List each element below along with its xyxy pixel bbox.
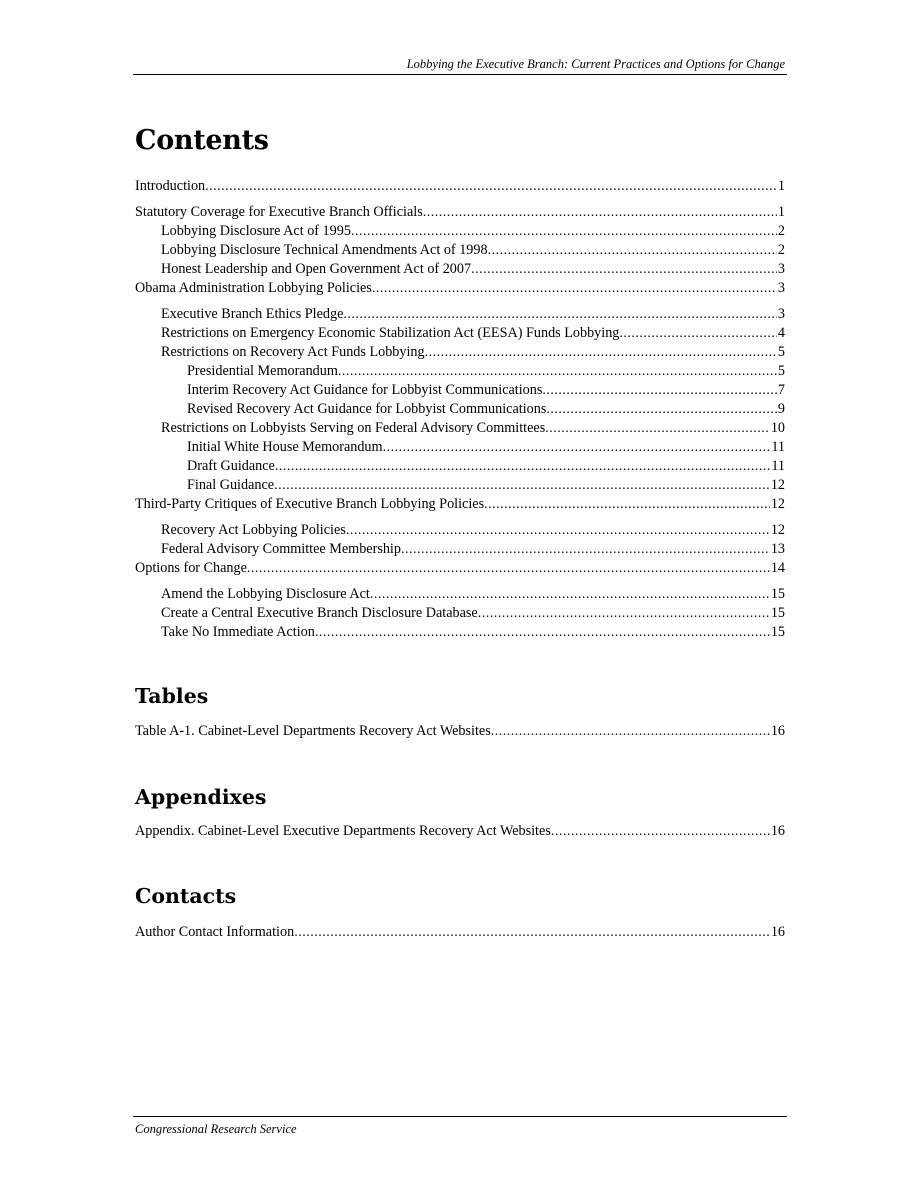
toc-entry-lda-amendments-1998[interactable]	[135, 241, 785, 260]
toc-entry-label: Restrictions on Emergency Economic Stabilization Act (EESA) Funds Lobbying	[161, 325, 620, 341]
toc-entry-label: Obama Administration Lobbying Policies	[135, 280, 372, 296]
dot-leader	[478, 604, 770, 623]
toc-entry-white-house-memo[interactable]	[135, 438, 785, 457]
dot-leader	[551, 822, 770, 841]
toc-entry-page: 5	[777, 363, 785, 379]
dot-leader	[315, 623, 770, 642]
toc-entry-page: 12	[770, 477, 785, 493]
running-header-title: Lobbying the Executive Branch: Current Practices and Options for Change	[406, 57, 785, 71]
toc-entry-hloga-2007[interactable]	[135, 260, 785, 279]
dot-leader	[423, 203, 777, 222]
toc-entry-no-action[interactable]	[135, 623, 785, 642]
toc-entry-label: Third-Party Critiques of Executive Branch Lobbying Policies	[135, 496, 485, 512]
dot-leader	[488, 241, 777, 260]
toc-entry-page: 16	[770, 823, 785, 839]
dot-leader	[471, 260, 777, 279]
toc-entry-label: Amend the Lobbying Disclosure Act	[161, 586, 370, 602]
dot-leader	[546, 400, 777, 419]
toc-entry-label: Recovery Act Lobbying Policies	[161, 522, 346, 538]
dot-leader	[370, 585, 770, 604]
toc-entry-presidential-memorandum[interactable]	[135, 362, 785, 381]
toc-entry-page: 12	[770, 522, 785, 538]
table-of-contents	[135, 177, 785, 642]
dot-leader	[294, 923, 770, 942]
toc-entry-label: Appendix. Cabinet-Level Executive Departments Recovery Act Websites	[135, 823, 551, 839]
toc-entry-label: Final Guidance	[187, 477, 275, 493]
toc-entry-recovery-act-lobbying[interactable]	[135, 521, 785, 540]
toc-entry-label: Initial White House Memorandum	[187, 439, 383, 455]
toc-entry-central-database[interactable]	[135, 604, 785, 623]
toc-entry-page: 2	[777, 223, 785, 239]
toc-entry-statutory-coverage[interactable]	[135, 203, 785, 222]
toc-entry-label: Draft Guidance	[187, 458, 275, 474]
toc-entry-lda-1995[interactable]	[135, 222, 785, 241]
tables-heading: Tables	[135, 684, 209, 708]
toc-entry-label: Presidential Memorandum	[187, 363, 338, 379]
toc-entry-obama-policies[interactable]	[135, 279, 785, 298]
contents-title: Contents	[135, 125, 269, 156]
toc-entry-page: 9	[777, 401, 785, 417]
dot-leader	[545, 419, 770, 438]
dot-leader	[205, 177, 777, 196]
toc-entry-author-contact[interactable]	[135, 923, 785, 942]
toc-entry-page: 11	[771, 458, 785, 474]
toc-entry-label: Lobbying Disclosure Act of 1995	[161, 223, 351, 239]
toc-entry-label: Statutory Coverage for Executive Branch Officials	[135, 204, 423, 220]
toc-entry-third-party-critiques[interactable]	[135, 495, 785, 514]
toc-entry-label: Executive Branch Ethics Pledge	[161, 306, 344, 322]
dot-leader	[372, 279, 777, 298]
toc-entry-page: 11	[771, 439, 785, 455]
toc-entry-ethics-pledge[interactable]	[135, 305, 785, 324]
toc-entry-page: 4	[777, 325, 785, 341]
toc-entry-recovery-act-restrictions[interactable]	[135, 343, 785, 362]
toc-entry-label: Options for Change	[135, 560, 247, 576]
toc-entry-label: Interim Recovery Act Guidance for Lobbyist Communications	[187, 382, 543, 398]
toc-entry-advisory-committees[interactable]	[135, 419, 785, 438]
toc-entry-page: 16	[770, 924, 785, 940]
toc-entry-page: 3	[777, 261, 785, 277]
toc-entry-page: 15	[770, 624, 785, 640]
toc-entry-label: Author Contact Information	[135, 924, 295, 940]
toc-entry-fac-membership[interactable]	[135, 540, 785, 559]
dot-leader	[351, 222, 777, 241]
tables-list	[135, 722, 785, 741]
toc-entry-page: 3	[777, 280, 785, 296]
dot-leader	[343, 305, 776, 324]
dot-leader	[491, 722, 770, 741]
dot-leader	[338, 362, 777, 381]
dot-leader	[274, 476, 770, 495]
appendixes-heading: Appendixes	[135, 785, 267, 809]
toc-entry-options-for-change[interactable]	[135, 559, 785, 578]
dot-leader	[247, 559, 770, 578]
toc-entry-page: 15	[770, 605, 785, 621]
toc-entry-introduction[interactable]	[135, 177, 785, 196]
toc-entry-page: 14	[770, 560, 785, 576]
appendixes-list	[135, 822, 785, 841]
dot-leader	[542, 381, 777, 400]
dot-leader	[425, 343, 777, 362]
dot-leader	[275, 457, 770, 476]
toc-entry-label: Honest Leadership and Open Government Act of 2007	[161, 261, 472, 277]
toc-entry-eesa-restrictions[interactable]	[135, 324, 785, 343]
footer-organization: Congressional Research Service	[135, 1122, 297, 1136]
toc-entry-label: Create a Central Executive Branch Disclosure Database	[161, 605, 478, 621]
dot-leader	[383, 438, 771, 457]
toc-entry-page: 10	[770, 420, 785, 436]
toc-entry-label: Introduction	[135, 178, 206, 194]
running-header	[133, 57, 787, 75]
toc-entry-page: 12	[770, 496, 785, 512]
toc-entry-label: Revised Recovery Act Guidance for Lobbyist Communications	[187, 401, 547, 417]
toc-entry-label: Table A-1. Cabinet-Level Departments Recovery Act Websites	[135, 723, 491, 739]
contacts-heading: Contacts	[135, 884, 237, 908]
toc-entry-page: 7	[777, 382, 785, 398]
toc-entry-page: 15	[770, 586, 785, 602]
toc-entry-page: 1	[777, 178, 785, 194]
toc-entry-label: Lobbying Disclosure Technical Amendments Act of 1998	[161, 242, 488, 258]
toc-entry-label: Restrictions on Recovery Act Funds Lobbying	[161, 344, 425, 360]
toc-entry-draft-guidance[interactable]	[135, 457, 785, 476]
dot-leader	[619, 324, 777, 343]
toc-entry-page: 1	[777, 204, 785, 220]
toc-entry-page: 16	[770, 723, 785, 739]
toc-entry-revised-guidance[interactable]	[135, 400, 785, 419]
contacts-list	[135, 923, 785, 942]
toc-entry-final-guidance[interactable]	[135, 476, 785, 495]
toc-entry-label: Restrictions on Lobbyists Serving on Federal Advisory Committees	[161, 420, 546, 436]
toc-entry-label: Federal Advisory Committee Membership	[161, 541, 401, 557]
running-footer	[133, 1116, 787, 1137]
toc-entry-table-a1[interactable]	[135, 722, 785, 741]
toc-entry-page: 3	[777, 306, 785, 322]
toc-entry-page: 13	[770, 541, 785, 557]
dot-leader	[401, 540, 770, 559]
toc-entry-page: 5	[777, 344, 785, 360]
dot-leader	[484, 495, 770, 514]
dot-leader	[346, 521, 770, 540]
toc-entry-amend-lda[interactable]	[135, 585, 785, 604]
toc-entry-interim-guidance[interactable]	[135, 381, 785, 400]
toc-entry-label: Take No Immediate Action	[161, 624, 315, 640]
toc-entry-appendix[interactable]	[135, 822, 785, 841]
toc-entry-page: 2	[777, 242, 785, 258]
